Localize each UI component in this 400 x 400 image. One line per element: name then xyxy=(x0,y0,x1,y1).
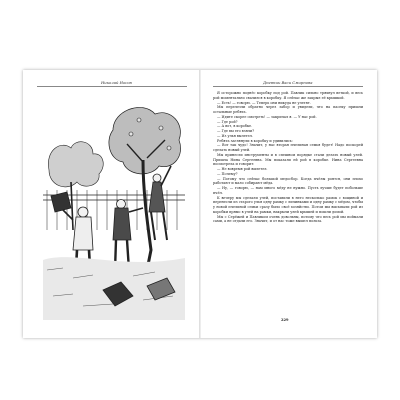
paragraph: Мы перелезли обратно через забор и увидели, что на пасеку пришли остальные ребята. xyxy=(213,105,363,114)
paragraph: — Почему? xyxy=(217,171,238,176)
paragraph: Мы с Серёжей и Павликом очень довольны, потому что весь рой мы поймали сами, а не отдали его. Значит, и от нас тоже вышел польза. xyxy=(213,214,363,224)
paragraph: Ребята заглянули в коробку и удивились: xyxy=(217,138,293,143)
left-page xyxy=(23,70,199,338)
paragraph: Я осторожно поднёс коробку под рой. Павлик сильно тряхнул веткой, и весь рой моментально свалился в коробку. Я сейчас же закрыл её крышкой. xyxy=(213,91,363,100)
illustration-boys-with-beehive xyxy=(43,100,185,320)
paragraph: К вечеру мы сделали улей, поставили в него несколько рамок с вощиной и перенесли из старого улья одну рамку с личинками и одну рамку с мёдом, чтобы у новой пчелиной семьи сразу было своё хозяйство. Потом мы высыпали рой из коробки прямо в улей на рамки, накрыли улей крышей и пошли домой. xyxy=(213,195,363,214)
paragraph: — Вот так чудо! Значит, у нас вторая пчелиная семья будет! Надо поскорей сделать новый улей. xyxy=(213,143,363,152)
right-running-head: Дневник Васи Смирнова xyxy=(263,80,313,85)
page-number: 229 xyxy=(281,318,289,322)
paragraph: — Потому что сейчас большой медосбор. Когда пчёлы роятся, они плохо работают и мало собирают мёда. xyxy=(213,176,363,186)
paragraph: — Есть! — говорю. — Теперь они никуда не улетят. xyxy=(217,100,311,105)
right-page xyxy=(201,70,377,338)
story-text xyxy=(213,91,363,224)
paragraph: — Где вы его взяли? xyxy=(217,129,255,133)
paragraph: — Идите скорее смотреть! — закричал я. — У нас рой. xyxy=(217,114,317,119)
book-spread xyxy=(23,70,377,338)
paragraph: — Где рой? xyxy=(217,119,238,124)
paragraph: Мы принесли инструменты и в спешном порядке стали делать новый улей. Пришла Нина Сергеевна. Мы показали ей рой в коробке. Нина Сергеевна посмотрела и говорит: xyxy=(213,152,363,167)
right-header-rule xyxy=(213,86,363,87)
paragraph: — Из улья вылетел. xyxy=(217,133,253,138)
left-header-rule xyxy=(37,86,187,87)
paragraph: — Не вовремя рой вылетел. xyxy=(217,167,268,171)
left-running-head: Николай Носов xyxy=(101,80,132,85)
paragraph: — А вот, в коробке. xyxy=(217,124,253,129)
paragraph: — Ну, — говорю, — нам много мёду не нужно. Пусть лучше будет побольше пчёл. xyxy=(213,186,363,195)
